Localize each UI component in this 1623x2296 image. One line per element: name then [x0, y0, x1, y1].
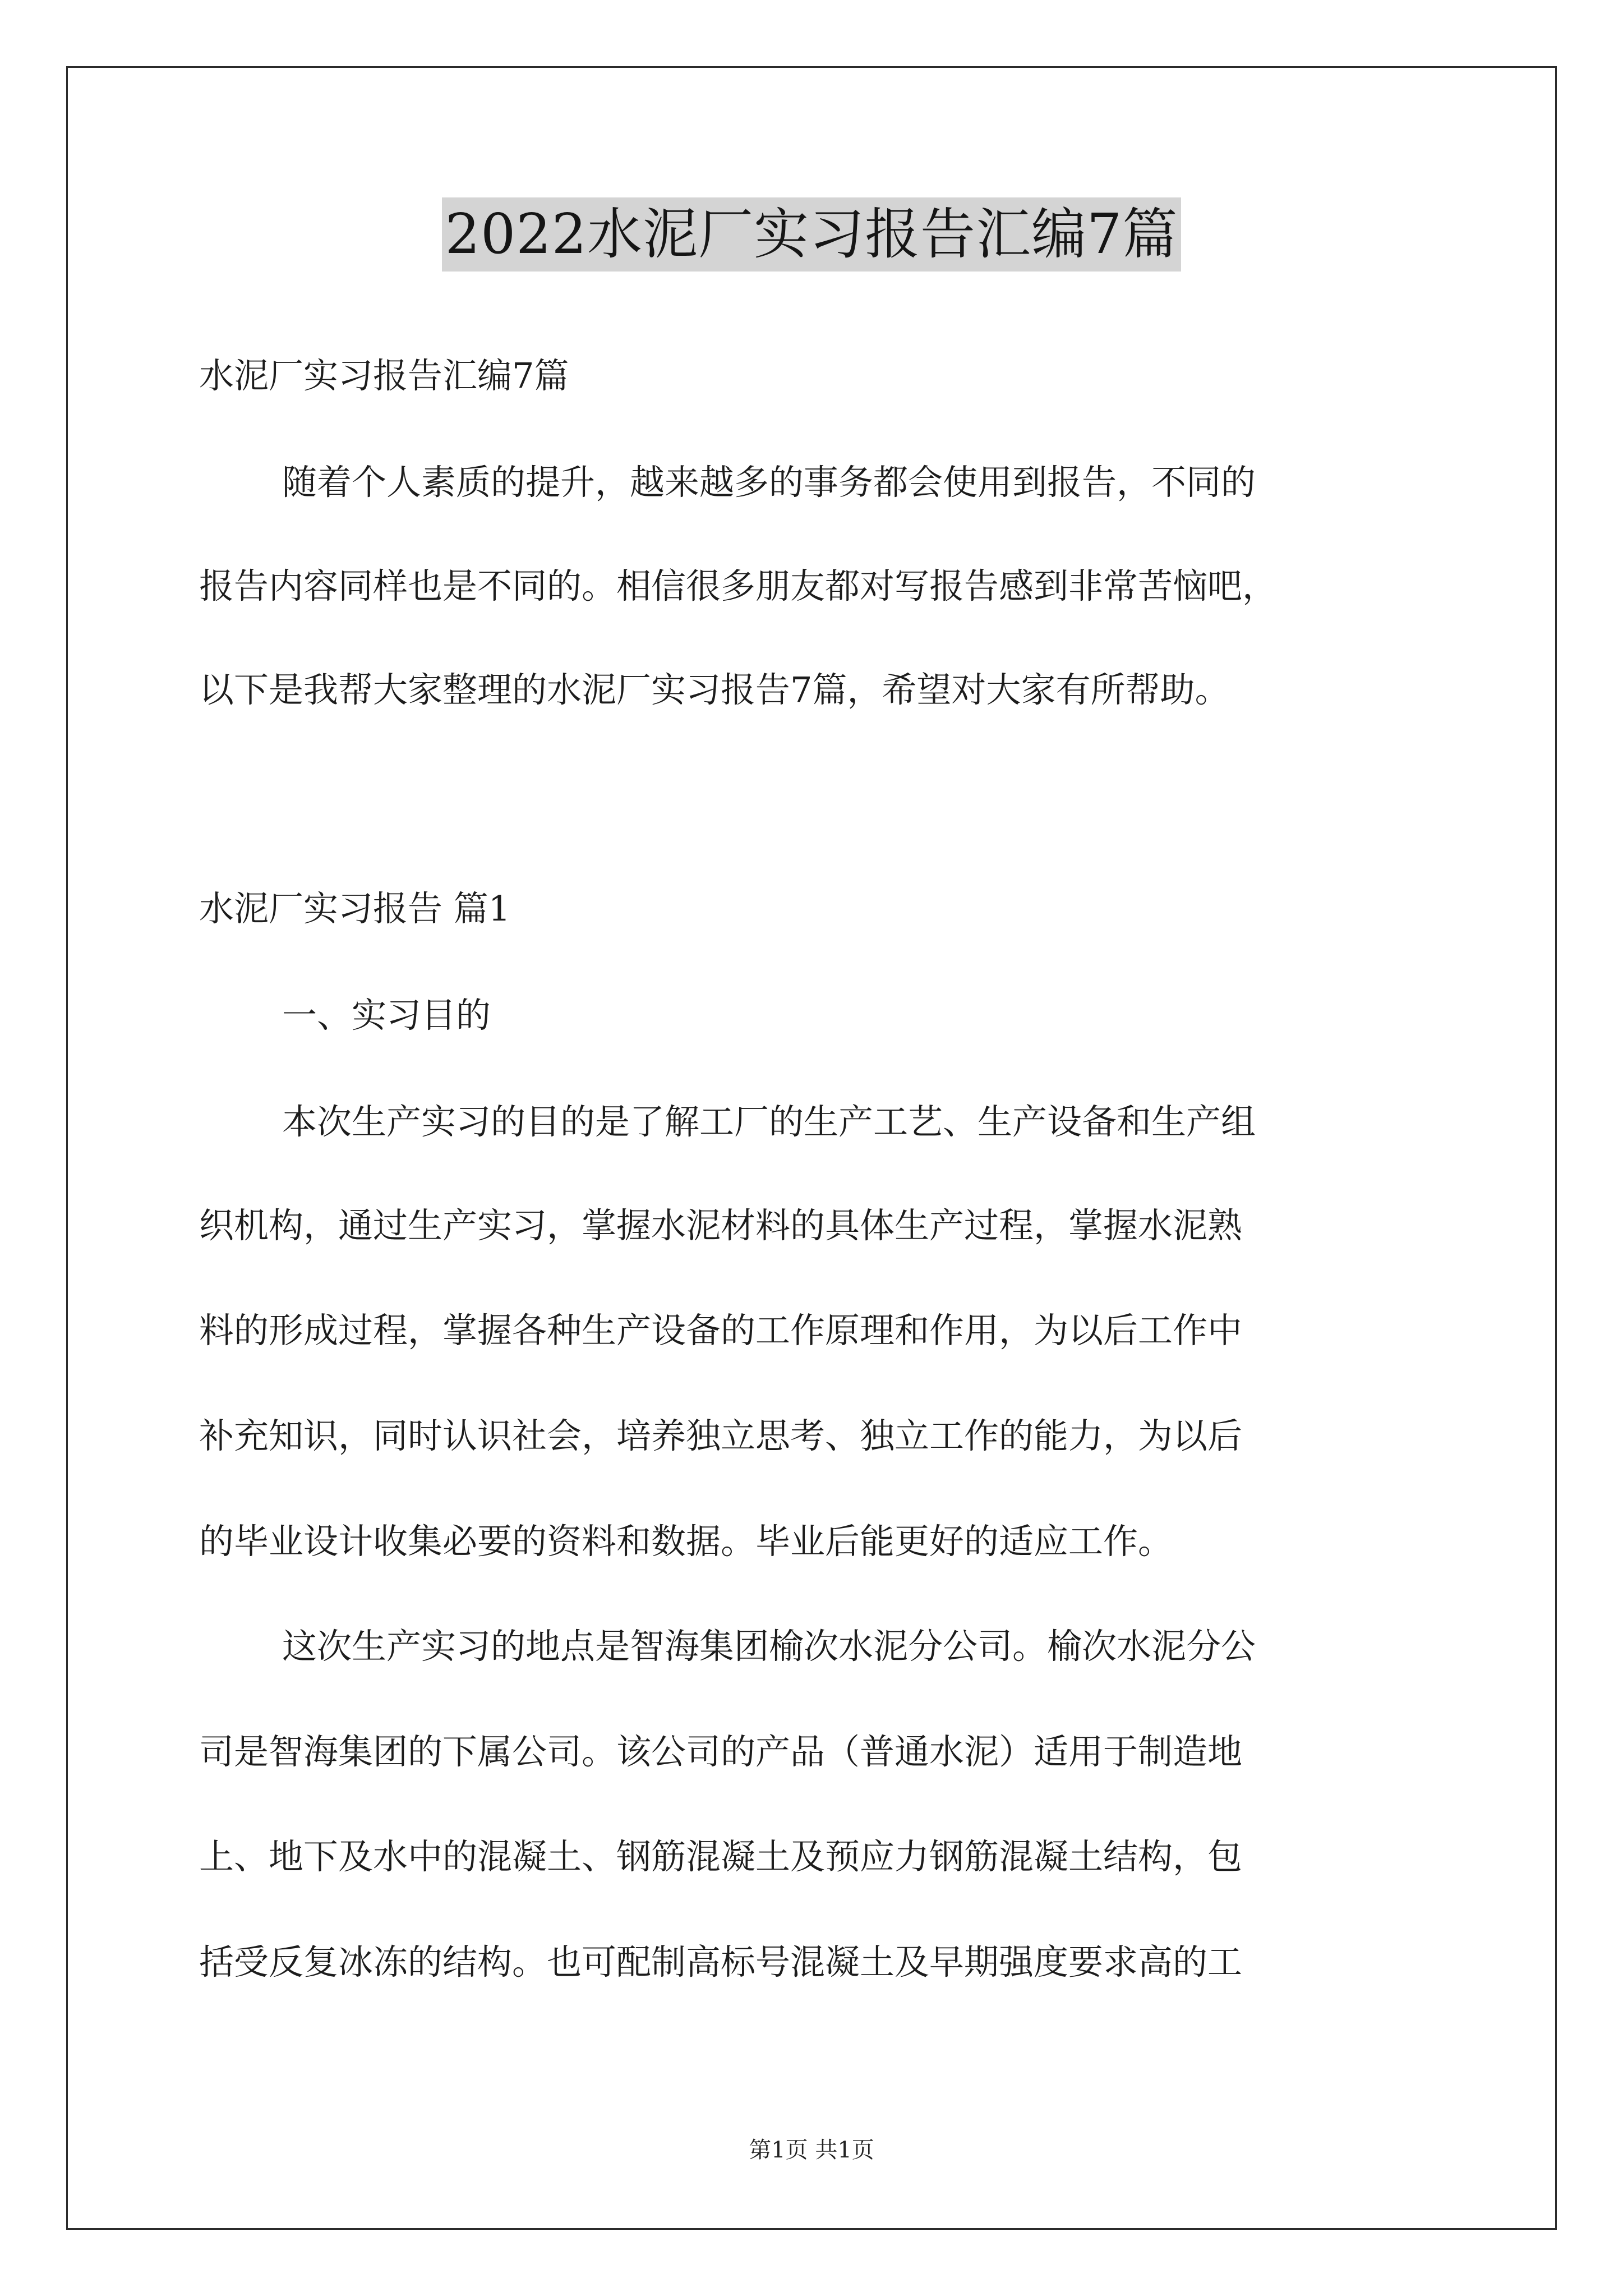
paragraph2-line-1: 这次生产实习的地点是智海集团榆次水泥分公司。榆次水泥分公 — [282, 1626, 1256, 1667]
intro-line-1: 随着个人素质的提升，越来越多的事务都会使用到报告，不同的 — [282, 462, 1256, 503]
paragraph1-line-2: 织机构，通过生产实习，掌握水泥材料的具体生产过程，掌握水泥熟 — [199, 1205, 1243, 1246]
document-title: 2022水泥厂实习报告汇编7篇 — [442, 197, 1182, 272]
document-subtitle: 水泥厂实习报告汇编7篇 — [199, 355, 569, 396]
paragraph1-line-5: 的毕业设计收集必要的资料和数据。毕业后能更好的适应工作。 — [199, 1521, 1173, 1562]
paragraph2-line-4: 括受反复冰冻的结构。也可配制高标号混凝土及早期强度要求高的工 — [199, 1941, 1243, 1982]
paragraph1-line-1: 本次生产实习的目的是了解工厂的生产工艺、生产设备和生产组 — [282, 1101, 1256, 1142]
page-footer: 第1页 共1页 — [749, 2137, 874, 2163]
paragraph2-line-3: 上、地下及水中的混凝土、钢筋混凝土及预应力钢筋混凝土结构，包 — [199, 1836, 1243, 1877]
section-heading: 水泥厂实习报告 篇1 — [199, 888, 511, 929]
subsection-heading: 一、实习目的 — [282, 995, 491, 1036]
title-container — [0, 197, 1623, 272]
intro-line-3: 以下是我帮大家整理的水泥厂实习报告7篇，希望对大家有所帮助。 — [199, 669, 1230, 710]
intro-line-2: 报告内容同样也是不同的。相信很多朋友都对写报告感到非常苦恼吧， — [199, 565, 1278, 606]
paragraph1-line-3: 料的形成过程，掌握各种生产设备的工作原理和作用，为以后工作中 — [199, 1310, 1243, 1351]
paragraph1-line-4: 补充知识，同时认识社会，培养独立思考、独立工作的能力，为以后 — [199, 1415, 1243, 1456]
paragraph2-line-2: 司是智海集团的下属公司。该公司的产品（普通水泥）适用于制造地 — [199, 1731, 1243, 1772]
